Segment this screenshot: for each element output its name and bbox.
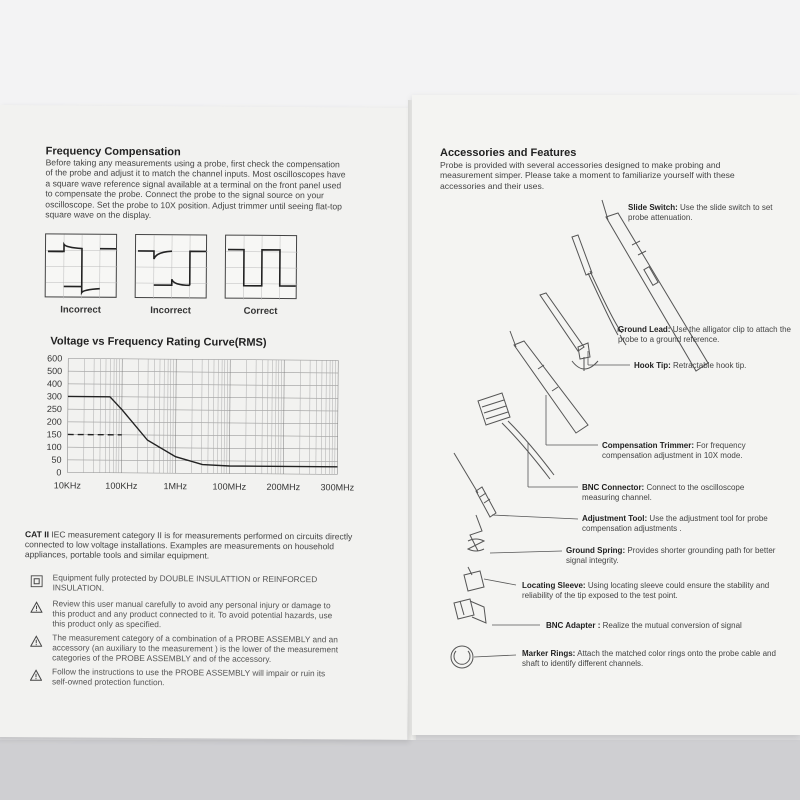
grid-line-v xyxy=(255,360,256,474)
leader-marker-rings xyxy=(474,655,516,657)
grid-line-v xyxy=(154,359,155,473)
background-table xyxy=(0,740,800,800)
note-text: The measurement category of a combination of a PROBE ASSEMBLY and an accessory (an auxiliary to the measurement ) is the lower of the measurement categories of the PROBE ASSEMBLY and of the accessory. xyxy=(52,632,339,664)
grid-line-v xyxy=(84,359,85,473)
scope-example-incorrect-2 xyxy=(135,234,207,299)
slide-switch-probe-icon xyxy=(602,200,708,371)
left-page xyxy=(0,105,412,740)
grid-line-v xyxy=(332,360,333,474)
leader-adjustment-tool xyxy=(492,515,578,519)
grid-line-h xyxy=(68,384,338,386)
note-review-manual xyxy=(30,599,340,631)
frequency-compensation-body: Before taking any measurements using a probe, first check the compensation of the probe and adjust it to match the channel inputs. Most oscilloscopes have a square wave reference signal available at a terminal on the front panel used to compensate the probe. Connect the probe to the signal source on your oscilloscope. Set the probe to 10X position. Adjust trimmer until seeing flat-top square wave on the display. xyxy=(45,157,346,221)
accessory-locating-sleeve: Locating Sleeve: Using locating sleeve could ensure the stability and reliability of the tip exposed to the test point. xyxy=(522,581,770,600)
grid-line-v xyxy=(229,360,230,474)
note-text: Review this user manual carefully to avoid any personal injury or damage to this product and any product connected to it. To avoid potential hazards, use this product only as specified. xyxy=(52,598,333,629)
grid-line-v xyxy=(121,359,122,473)
cat-description: IEC measurement category II is for measurements performed on circuits directly connected to low voltage installations. Examples are measurements on household appliances, portable tools and similar equipment. xyxy=(24,529,353,561)
grid-line-v xyxy=(100,359,101,473)
x-tick-label: 1MHz xyxy=(163,481,188,492)
x-tick-label: 10KHz xyxy=(53,480,81,491)
y-tick-label: 300 xyxy=(46,391,63,402)
grid-line-v xyxy=(321,360,322,474)
accessory-bnc-adapter: BNC Adapter : Realize the mutual conversion of signal xyxy=(546,621,742,630)
y-tick-label: 400 xyxy=(46,378,63,389)
cat-roman: II xyxy=(44,529,49,540)
grid-line-v xyxy=(164,359,165,473)
accessory-marker-rings: Marker Rings: Attach the matched color rings onto the probe cable and shaft to identify different channels. xyxy=(522,649,776,668)
marker-ring-icon xyxy=(451,646,473,668)
warning-icon xyxy=(30,601,42,613)
locating-sleeve-icon xyxy=(464,567,484,591)
chart-series xyxy=(67,396,337,466)
y-tick-label: 50 xyxy=(51,454,62,465)
grid-line-v xyxy=(316,360,317,474)
grid-line-v xyxy=(246,360,247,474)
background-wall xyxy=(0,0,800,110)
grid-line-h xyxy=(68,422,338,424)
grid-line-v xyxy=(275,360,276,474)
grid-line-h xyxy=(68,358,338,360)
grid-line-v xyxy=(116,359,117,473)
grid-line-v xyxy=(326,360,327,474)
leader-ground-spring xyxy=(490,551,562,553)
grid-line-v xyxy=(213,360,214,474)
grid-line-h xyxy=(68,447,338,449)
grid-line-v xyxy=(267,360,268,474)
double-insulation-icon xyxy=(31,575,43,587)
grid-line-v xyxy=(170,359,171,473)
grid-line-v xyxy=(208,359,209,473)
grid-line-v xyxy=(110,359,111,473)
accessory-bnc-connector: BNC Connector: Connect to the oscilloscope measuring channel. xyxy=(582,483,745,502)
cat-mark: CAT xyxy=(24,529,42,540)
grid-line-h xyxy=(68,460,338,462)
x-tick-label: 100MHz xyxy=(212,481,247,492)
grid-line-v xyxy=(105,359,106,473)
chart-y-ticks xyxy=(46,353,62,477)
grid-line-v xyxy=(337,360,338,474)
grid-line-v xyxy=(283,360,284,474)
note-text: Follow the instructions to use the PROBE ASSEMBLY will impair or ruin its self-owned protection function. xyxy=(51,666,326,687)
series-line-rating xyxy=(67,396,337,466)
grid-line-v xyxy=(272,360,273,474)
right-page xyxy=(412,95,800,735)
accessory-ground-lead: Ground Lead: Use the alligator clip to attach the probe to a ground reference. xyxy=(618,325,791,344)
bnc-connector-icon xyxy=(478,393,554,479)
scope-label-3: Correct xyxy=(243,305,278,317)
rating-curve-chart xyxy=(27,350,368,512)
rating-curve-title: Voltage vs Frequency Rating Curve(RMS) xyxy=(50,335,267,349)
accessory-hook-tip: Hook Tip: Retractable hook tip. xyxy=(634,361,747,370)
x-tick-label: 200MHz xyxy=(266,481,301,493)
grid-line-v xyxy=(224,360,225,474)
grid-line-v xyxy=(201,359,202,473)
y-tick-label: 0 xyxy=(56,467,62,478)
y-tick-label: 200 xyxy=(46,416,62,427)
accessory-ground-spring: Ground Spring: Provides shorter grounding path for better signal integrity. xyxy=(566,546,776,565)
scope-label-2: Incorrect xyxy=(150,305,191,317)
accessory-compensation-trimmer: Compensation Trimmer: For frequency compensation adjustment in 10X mode. xyxy=(602,441,746,460)
compensation-trimmer-probe-icon xyxy=(510,331,588,433)
y-tick-label: 250 xyxy=(46,404,62,415)
scope-example-correct xyxy=(225,235,297,300)
grid-line-v xyxy=(147,359,148,473)
note-text: Equipment fully protected by DOUBLE INSULATTION or REINFORCED INSULATION. xyxy=(52,572,318,593)
grid-line-v xyxy=(309,360,310,474)
y-tick-label: 100 xyxy=(46,442,62,453)
y-tick-label: 600 xyxy=(47,353,63,364)
hook-tip-icon xyxy=(540,293,598,371)
grid-line-v xyxy=(167,359,168,473)
x-tick-label: 300MHz xyxy=(320,482,355,493)
y-tick-label: 500 xyxy=(47,366,63,377)
grid-line-h xyxy=(68,371,338,373)
adjustment-tool-icon xyxy=(454,453,496,517)
chart-x-ticks xyxy=(54,480,355,492)
grid-line-v xyxy=(93,359,94,473)
y-tick-label: 150 xyxy=(46,429,62,440)
grid-line-v xyxy=(262,360,263,474)
scope-label-1: Incorrect xyxy=(60,304,101,316)
grid-line-v xyxy=(281,360,282,474)
grid-line-v xyxy=(221,360,222,474)
grid-line-v xyxy=(113,359,114,473)
note-double-insulation xyxy=(31,573,341,595)
ground-spring-icon xyxy=(468,515,484,551)
grid-line-v xyxy=(138,359,139,473)
grid-line-v xyxy=(227,360,228,474)
accessories-illustration xyxy=(412,95,800,735)
grid-line-v xyxy=(278,360,279,474)
grid-line-v xyxy=(192,359,193,473)
accessory-slide-switch: Slide Switch: Use the slide switch to set probe attenuation. xyxy=(628,203,773,222)
grid-line-v xyxy=(67,358,68,472)
note-follow-instructions xyxy=(30,667,340,689)
grid-line-h xyxy=(68,409,338,411)
grid-line-v xyxy=(335,360,336,474)
bnc-adapter-icon xyxy=(454,599,486,623)
grid-line-v xyxy=(300,360,301,474)
accessories-intro: Probe is provided with several accessories designed to make probing and measurement simper. Please take a moment to familiarize yourself with these accessories and their uses. xyxy=(440,160,735,191)
accessory-adjustment-tool: Adjustment Tool: Use the adjustment tool for probe compensation adjustments . xyxy=(582,514,768,533)
grid-line-v xyxy=(119,359,120,473)
note-measurement-category xyxy=(30,633,340,665)
scope-example-incorrect-1 xyxy=(45,233,117,298)
chart-grid xyxy=(67,358,338,474)
leader-locating-sleeve xyxy=(484,579,516,585)
warning-icon xyxy=(30,635,42,647)
x-tick-label: 100KHz xyxy=(105,480,138,491)
frequency-compensation-title: Frequency Compensation xyxy=(45,145,181,159)
grid-line-v xyxy=(329,360,330,474)
accessories-title: Accessories and Features xyxy=(440,147,577,159)
grid-line-v xyxy=(218,360,219,474)
grid-line-h xyxy=(67,472,337,474)
cat-rating-text xyxy=(25,529,355,561)
grid-line-v xyxy=(159,359,160,473)
warning-icon xyxy=(30,669,42,681)
